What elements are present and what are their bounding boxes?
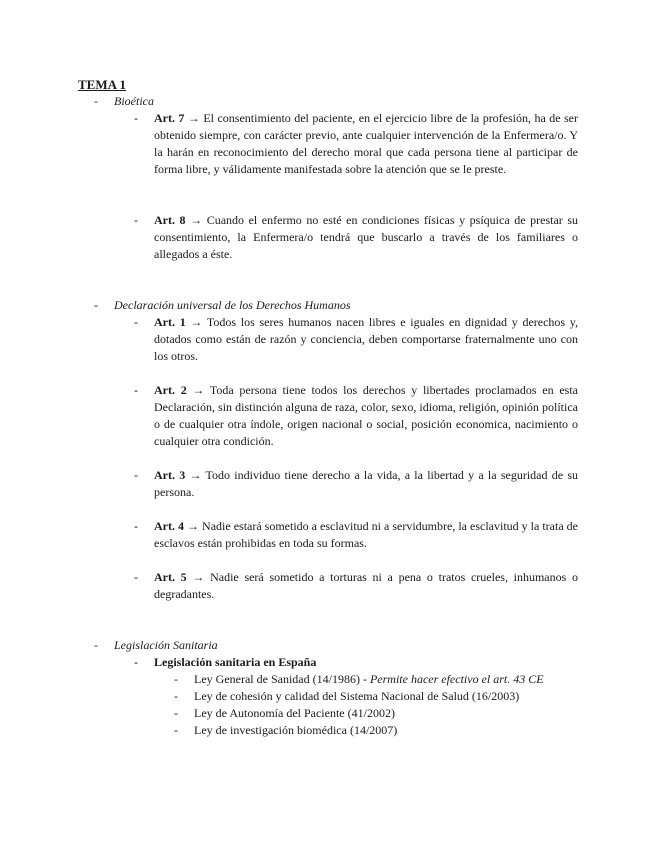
law-text: Ley de cohesión y calidad del Sistema Nacional de Salud (16/2003) xyxy=(194,689,520,703)
law-item: - Ley de cohesión y calidad del Sistema Nacional de Salud (16/2003) xyxy=(174,689,520,703)
article-label: Art. 5 xyxy=(154,570,187,584)
article-label: Art. 3 xyxy=(154,468,186,482)
article-item: - Art. 1 → Todos los seres humanos nacen libres e iguales en dignidad y derechos y, dotados como están de razón y conciencia, deben comportarse fraternalmente uno con los otros. xyxy=(134,315,579,363)
article-text: Cuando el enfermo no esté en condiciones físicas y psíquica de prestar su consentimiento, la Enfermera/o tendrá que buscarlo a través de los familiares o allegados a éste. xyxy=(154,213,578,261)
article-item: - Art. 5 → Nadie será sometido a torturas ni a pena o tratos crueles, inhumanos o degradantes. xyxy=(134,570,578,601)
article-text: Toda persona tiene todos los derechos y libertades proclamados en esta Declaración, sin distinción alguna de raza, color, sexo, idioma, religión, opinión política o de cualquier otra índole, origen nacional o social, posición economica, nacimiento o cualquier otra condición. xyxy=(154,383,578,448)
arrow: → xyxy=(192,383,205,397)
law-text: Ley General de Sanidad (14/1986) - xyxy=(194,672,370,686)
article-item: - Art. 2 → Toda persona tiene todos los derechos y libertades proclamados en esta Declaración, sin distinción alguna de raza, color, sexo, idioma, religión, opinión política o de cualquier otra índole, origen nacional o social, posición economica, nacimiento o cualquier otra condición. xyxy=(134,383,578,448)
arrow: → xyxy=(187,519,200,533)
arrow: → xyxy=(187,111,200,125)
document-title: TEMA 1 xyxy=(78,77,127,92)
article-item: - Art. 4 → Nadie estará sometido a esclavitud ni a servidumbre, la esclavitud y la trata de esclavos están prohibidas en toda su formas. xyxy=(134,519,578,550)
article-label: Art. 8 xyxy=(154,213,186,227)
section-heading-derechos-humanos: - Declaración universal de los Derechos Humanos xyxy=(94,298,351,312)
article-text: Nadie estará sometido a esclavitud ni a servidumbre, la esclavitud y la trata de esclavos están prohibidas en toda su formas. xyxy=(154,519,578,550)
article-text: Todos los seres humanos nacen libres e iguales en dignidad y derechos y, dotados como están de razón y conciencia, deben comportarse fraternalmente uno con los otros. xyxy=(154,315,579,363)
article-label: Art. 4 xyxy=(154,519,184,533)
section-heading-bioetica: - Bioética xyxy=(94,94,154,108)
article-text: Todo individuo tiene derecho a la vida, a la libertad y a la seguridad de su persona. xyxy=(154,468,578,499)
article-item: - Art. 7 → El consentimiento del paciente, en el ejercicio libre de la profesión, ha de ser obtenido siempre, con carácter previo, ante cualquier intervención de la Enfermera/o. Y la harán en reconocimiento del derecho moral que cada persona tiene al participar de forma libre, y válidamente manifestada sobre la atención que se le preste. xyxy=(134,111,578,176)
law-text: Ley de investigación biomédica (14/2007) xyxy=(194,723,398,737)
article-label: Art. 2 xyxy=(154,383,187,397)
subsection-heading: - Legislación sanitaria en España xyxy=(134,655,317,669)
arrow: → xyxy=(192,570,205,584)
law-item: - Ley General de Sanidad (14/1986) - Permite hacer efectivo el art. 43 CE xyxy=(174,672,544,686)
arrow: → xyxy=(190,315,203,329)
law-item: - Ley de Autonomía del Paciente (41/2002) xyxy=(174,706,395,720)
section-heading-legislacion: - Legislación Sanitaria xyxy=(94,638,218,652)
article-text: El consentimiento del paciente, en el ejercicio libre de la profesión, ha de ser obtenido siempre, con carácter previo, ante cualquier intervención de la Enfermera/o. Y la harán en reconocimiento del derecho moral que cada persona tiene al participar de forma libre, y válidamente manifestada sobre la atención que se le preste. xyxy=(154,111,578,176)
arrow: → xyxy=(190,213,203,227)
article-item: - Art. 8 → Cuando el enfermo no esté en condiciones físicas y psíquica de prestar su consentimiento, la Enfermera/o tendrá que buscarlo a través de los familiares o allegados a éste. xyxy=(134,213,578,261)
law-item: - Ley de investigación biomédica (14/2007) xyxy=(174,723,398,737)
law-text: Ley de Autonomía del Paciente (41/2002) xyxy=(194,706,395,720)
law-note: Permite hacer efectivo el art. 43 CE xyxy=(369,672,544,686)
article-label: Art. 7 xyxy=(154,111,185,125)
article-text: Nadie será sometido a torturas ni a pena o tratos crueles, inhumanos o degradantes. xyxy=(154,570,578,601)
arrow: → xyxy=(189,468,202,482)
article-label: Art. 1 xyxy=(154,315,186,329)
article-item: - Art. 3 → Todo individuo tiene derecho a la vida, a la libertad y a la seguridad de su persona. xyxy=(134,468,578,499)
